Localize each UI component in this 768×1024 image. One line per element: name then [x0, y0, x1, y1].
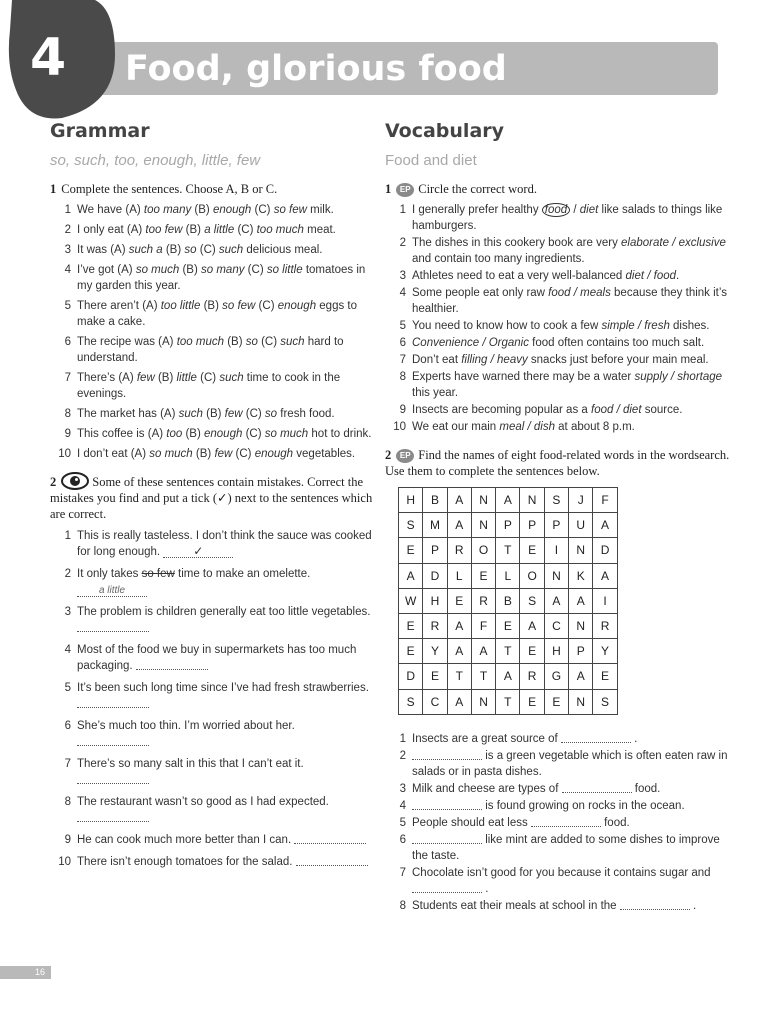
grid-row	[399, 488, 618, 513]
grid-row	[399, 664, 618, 689]
item-number: 7	[64, 372, 71, 384]
unit-title: Food, glorious food	[125, 49, 507, 89]
vocabulary-subheading: Food and diet	[385, 152, 477, 169]
item-text: Athletes need to eat a very well-balanced diet / food.	[412, 270, 680, 282]
grid-cell: A	[496, 664, 520, 689]
list-item	[50, 406, 380, 422]
item-text: The problem is children generally eat too little vegetables.	[77, 604, 380, 636]
item-text: Most of the food we buy in supermarkets has too much packaging.	[77, 644, 357, 672]
list-item	[385, 798, 730, 814]
list-item	[50, 298, 380, 330]
list-item	[385, 781, 730, 797]
grid-cell: W	[399, 588, 423, 613]
grid-row	[399, 613, 618, 638]
grid-cell: I	[544, 538, 568, 563]
item-text: It’s been such long time since I’ve had fresh strawberries.	[77, 680, 380, 712]
grammar-ex1-instruction	[50, 181, 380, 197]
item-number: 1	[399, 732, 406, 745]
grid-cell: S	[593, 689, 617, 714]
grammar-subheading: so, such, too, enough, little, few	[50, 152, 261, 169]
item-text: I’ve got (A) so much (B) so many (C) so little tomatoes in my garden this year.	[77, 264, 366, 292]
item-text: Some people eat only raw food / meals because they think it’s healthier.	[412, 287, 727, 315]
list-item	[385, 202, 730, 234]
item-number: 3	[64, 244, 71, 256]
grid-cell: A	[447, 488, 471, 513]
item-number: 1	[399, 204, 406, 216]
grammar-ex1-list	[50, 202, 380, 462]
list-item	[50, 604, 380, 636]
list-item	[50, 832, 380, 848]
item-number: 2	[64, 568, 71, 580]
instruction-text: Find the names of eight food-related words in the wordsearch. Use them to complete the sentences below.	[385, 448, 730, 478]
grid-cell: T	[496, 639, 520, 664]
grid-cell: T	[447, 664, 471, 689]
grid-cell: N	[569, 613, 593, 638]
instruction-text: Circle the correct word.	[418, 182, 537, 196]
grid-cell: E	[399, 613, 423, 638]
grid-cell: S	[399, 689, 423, 714]
item-number: 9	[64, 834, 71, 846]
vocabulary-section	[385, 120, 730, 915]
grid-cell: E	[471, 563, 495, 588]
item-number: 8	[64, 796, 71, 808]
grid-cell: R	[423, 613, 447, 638]
grid-cell: H	[544, 639, 568, 664]
list-item	[50, 528, 380, 560]
list-item	[50, 854, 380, 870]
item-number: 4	[64, 644, 71, 656]
list-item	[50, 446, 380, 462]
instruction-text: Complete the sentences. Choose A, B or C.	[61, 182, 278, 196]
grid-cell: A	[593, 513, 617, 538]
list-item	[385, 865, 730, 897]
item-number: 2	[399, 237, 406, 249]
item-number: 3	[64, 606, 71, 618]
item-text: Convenience / Organic food often contains too much salt.	[412, 337, 705, 349]
grid-cell: K	[569, 563, 593, 588]
grid-cell: B	[423, 488, 447, 513]
grammar-section	[50, 120, 380, 876]
item-number: 1	[64, 530, 71, 542]
grid-cell: P	[520, 513, 544, 538]
grid-cell: R	[520, 664, 544, 689]
grid-cell: E	[520, 689, 544, 714]
list-item	[385, 815, 730, 831]
item-text: The dishes in this cookery book are very elaborate / exclusive and contain too many ingredients.	[412, 237, 726, 265]
grid-cell: L	[447, 563, 471, 588]
grid-cell: P	[569, 639, 593, 664]
grid-cell: A	[520, 613, 544, 638]
list-item	[50, 370, 380, 402]
list-item	[50, 202, 380, 218]
item-number: 7	[399, 866, 406, 879]
list-item	[50, 262, 380, 294]
grid-cell: E	[399, 538, 423, 563]
item-text: It was (A) such a (B) so (C) such delicious meal.	[77, 244, 323, 256]
grid-cell: N	[569, 689, 593, 714]
grid-cell: E	[399, 639, 423, 664]
grid-cell: T	[496, 538, 520, 563]
item-text: People should eat less food.	[412, 816, 630, 829]
grid-cell: A	[496, 488, 520, 513]
item-number: 8	[399, 371, 406, 383]
item-text: I generally prefer healthy food / diet like salads to things like hamburgers.	[412, 204, 723, 232]
item-text: There aren’t (A) too little (B) so few (C) enough eggs to make a cake.	[77, 300, 358, 328]
grid-cell: G	[544, 664, 568, 689]
grid-cell: O	[471, 538, 495, 563]
list-item	[50, 426, 380, 442]
item-number: 8	[64, 408, 71, 420]
grid-cell: E	[544, 689, 568, 714]
item-number: 1	[64, 204, 71, 216]
item-number: 7	[399, 354, 406, 366]
ep-icon: EP	[396, 183, 414, 197]
item-number: 4	[64, 264, 71, 276]
unit-badge	[0, 0, 120, 118]
item-number: 9	[64, 428, 71, 440]
grid-cell: E	[520, 538, 544, 563]
item-text: The market has (A) such (B) few (C) so fresh food.	[77, 408, 335, 420]
list-item	[385, 335, 730, 351]
item-number: 5	[399, 816, 406, 829]
list-item	[385, 731, 730, 747]
page-number: 16	[0, 966, 51, 979]
grid-cell: D	[399, 664, 423, 689]
grid-cell: T	[496, 689, 520, 714]
grid-cell: H	[399, 488, 423, 513]
grid-cell: H	[423, 588, 447, 613]
item-number: 4	[399, 287, 406, 299]
list-item	[385, 419, 730, 435]
item-text: is found growing on rocks in the ocean.	[412, 798, 730, 814]
list-item	[385, 832, 730, 864]
grid-cell: A	[593, 563, 617, 588]
grid-cell: A	[399, 563, 423, 588]
grid-cell: E	[447, 588, 471, 613]
item-text: There isn’t enough tomatoes for the salad.	[77, 854, 380, 870]
item-number: 7	[64, 758, 71, 770]
grid-cell: C	[423, 689, 447, 714]
vocab-ex1-instruction	[385, 181, 730, 197]
unit-number: 4	[30, 28, 67, 88]
grid-cell: E	[496, 613, 520, 638]
item-number: 10	[58, 448, 71, 460]
grid-row	[399, 689, 618, 714]
item-number: 4	[399, 799, 406, 812]
vocabulary-heading: Vocabulary	[385, 120, 505, 142]
grid-cell: P	[496, 513, 520, 538]
grid-cell: N	[471, 513, 495, 538]
item-text: is a green vegetable which is often eaten raw in salads or in pasta dishes.	[412, 749, 728, 778]
item-text: Experts have warned there may be a water supply / shortage this year.	[412, 371, 723, 399]
list-item	[50, 242, 380, 258]
item-text: We have (A) too many (B) enough (C) so few milk.	[77, 204, 334, 216]
grid-cell: A	[447, 513, 471, 538]
grid-cell: A	[447, 639, 471, 664]
grid-cell: N	[544, 563, 568, 588]
grid-cell: A	[569, 588, 593, 613]
list-item	[50, 794, 380, 826]
list-item	[385, 285, 730, 317]
grammar-heading: Grammar	[50, 120, 150, 142]
grid-row	[399, 538, 618, 563]
list-item	[50, 642, 380, 674]
item-text: I don’t eat (A) so much (B) few (C) enough vegetables.	[77, 448, 356, 460]
grid-cell: S	[544, 488, 568, 513]
grid-cell: A	[447, 689, 471, 714]
list-item	[385, 268, 730, 284]
item-number: 2	[64, 224, 71, 236]
item-number: 6	[399, 337, 406, 349]
grid-cell: I	[593, 588, 617, 613]
grid-cell: T	[471, 664, 495, 689]
grid-cell: F	[471, 613, 495, 638]
item-number: 9	[399, 404, 406, 416]
grid-cell: E	[520, 639, 544, 664]
item-text: Milk and cheese are types of food.	[412, 782, 661, 795]
grid-cell: D	[423, 563, 447, 588]
item-number: 10	[393, 421, 406, 433]
item-text: There’s so many salt in this that I can’t eat it.	[77, 756, 380, 788]
vocab-ex1-list	[385, 202, 730, 435]
grid-cell: A	[544, 588, 568, 613]
grid-cell: O	[520, 563, 544, 588]
item-text: Insects are becoming popular as a food / diet source.	[412, 404, 683, 416]
item-number: 2	[399, 749, 406, 762]
list-item	[50, 222, 380, 238]
grid-cell: Y	[593, 639, 617, 664]
grid-cell: P	[544, 513, 568, 538]
grid-row	[399, 639, 618, 664]
vocab-ex2-list	[385, 731, 730, 914]
item-number: 8	[399, 899, 406, 912]
grid-cell: S	[399, 513, 423, 538]
item-text: This is really tasteless. I don’t think the sauce was cooked for long enough. ✓	[77, 530, 372, 558]
grid-cell: M	[423, 513, 447, 538]
ep-icon: EP	[396, 449, 414, 463]
list-item	[385, 352, 730, 368]
grid-cell: R	[447, 538, 471, 563]
grid-cell: C	[544, 613, 568, 638]
list-item	[385, 369, 730, 401]
grid-cell: U	[569, 513, 593, 538]
eye-icon	[61, 472, 89, 490]
grid-cell: A	[569, 664, 593, 689]
grid-cell: E	[593, 664, 617, 689]
item-number: 6	[399, 833, 406, 846]
list-item	[385, 318, 730, 334]
grid-cell: N	[520, 488, 544, 513]
grid-cell: D	[593, 538, 617, 563]
grid-row	[399, 588, 618, 613]
item-text: like mint are added to some dishes to improve the taste.	[412, 833, 720, 862]
item-number: 6	[64, 720, 71, 732]
item-number: 6	[64, 336, 71, 348]
item-text: We eat our main meal / dish at about 8 p.m.	[412, 421, 635, 433]
grid-cell: P	[423, 538, 447, 563]
exercise-number: 2	[385, 448, 392, 462]
grid-cell: N	[471, 488, 495, 513]
item-text: You need to know how to cook a few simple / fresh dishes.	[412, 320, 710, 332]
list-item	[385, 898, 730, 914]
item-number: 3	[399, 782, 406, 795]
item-number: 5	[64, 300, 71, 312]
grid-cell: Y	[423, 639, 447, 664]
exercise-number: 2	[50, 475, 57, 489]
item-text: I only eat (A) too few (B) a little (C) too much meat.	[77, 224, 336, 236]
item-text: Don’t eat filling / heavy snacks just before your main meal.	[412, 354, 709, 366]
list-item	[50, 566, 380, 598]
grid-cell: L	[496, 563, 520, 588]
grid-cell: A	[447, 613, 471, 638]
item-number: 3	[399, 270, 406, 282]
list-item	[385, 402, 730, 418]
item-text: The recipe was (A) too much (B) so (C) such hard to understand.	[77, 336, 344, 364]
grid-cell: N	[569, 538, 593, 563]
grid-cell: R	[471, 588, 495, 613]
item-text: He can cook much more better than I can.	[77, 832, 380, 848]
grid-cell: F	[593, 488, 617, 513]
grid-cell: E	[423, 664, 447, 689]
item-text: Chocolate isn’t good for you because it contains sugar and .	[412, 866, 711, 895]
grammar-ex2-instruction	[50, 472, 380, 522]
grid-row	[399, 563, 618, 588]
wordsearch-grid	[398, 487, 618, 715]
grid-cell: N	[471, 689, 495, 714]
exercise-number: 1	[50, 182, 57, 196]
grid-cell: R	[593, 613, 617, 638]
list-item	[385, 235, 730, 267]
grid-cell: B	[496, 588, 520, 613]
grid-cell: A	[471, 639, 495, 664]
exercise-number: 1	[385, 182, 392, 196]
item-text: Insects are a great source of .	[412, 732, 638, 745]
item-text: Students eat their meals at school in the .	[412, 899, 697, 912]
list-item	[50, 334, 380, 366]
list-item	[385, 748, 730, 780]
item-number: 5	[399, 320, 406, 332]
item-number: 5	[64, 682, 71, 694]
vocab-ex2-instruction	[385, 447, 730, 479]
item-text: There’s (A) few (B) little (C) such time to cook in the evenings.	[77, 372, 341, 400]
grid-row	[399, 513, 618, 538]
item-text: The restaurant wasn’t so good as I had expected.	[77, 794, 380, 826]
item-text: This coffee is (A) too (B) enough (C) so much hot to drink.	[77, 428, 372, 440]
list-item	[50, 680, 380, 712]
item-text: It only takes so few time to make an omelette. a little	[77, 568, 311, 596]
instruction-text: Some of these sentences contain mistakes. Correct the mistakes you find and put a tick (✓) next to the sentences which are correct.	[50, 475, 373, 521]
list-item	[50, 756, 380, 788]
item-number: 10	[58, 856, 71, 868]
grammar-ex2-list	[50, 528, 380, 870]
grid-cell: J	[569, 488, 593, 513]
list-item	[50, 718, 380, 750]
grid-cell: S	[520, 588, 544, 613]
item-text: She’s much too thin. I’m worried about her.	[77, 718, 380, 750]
